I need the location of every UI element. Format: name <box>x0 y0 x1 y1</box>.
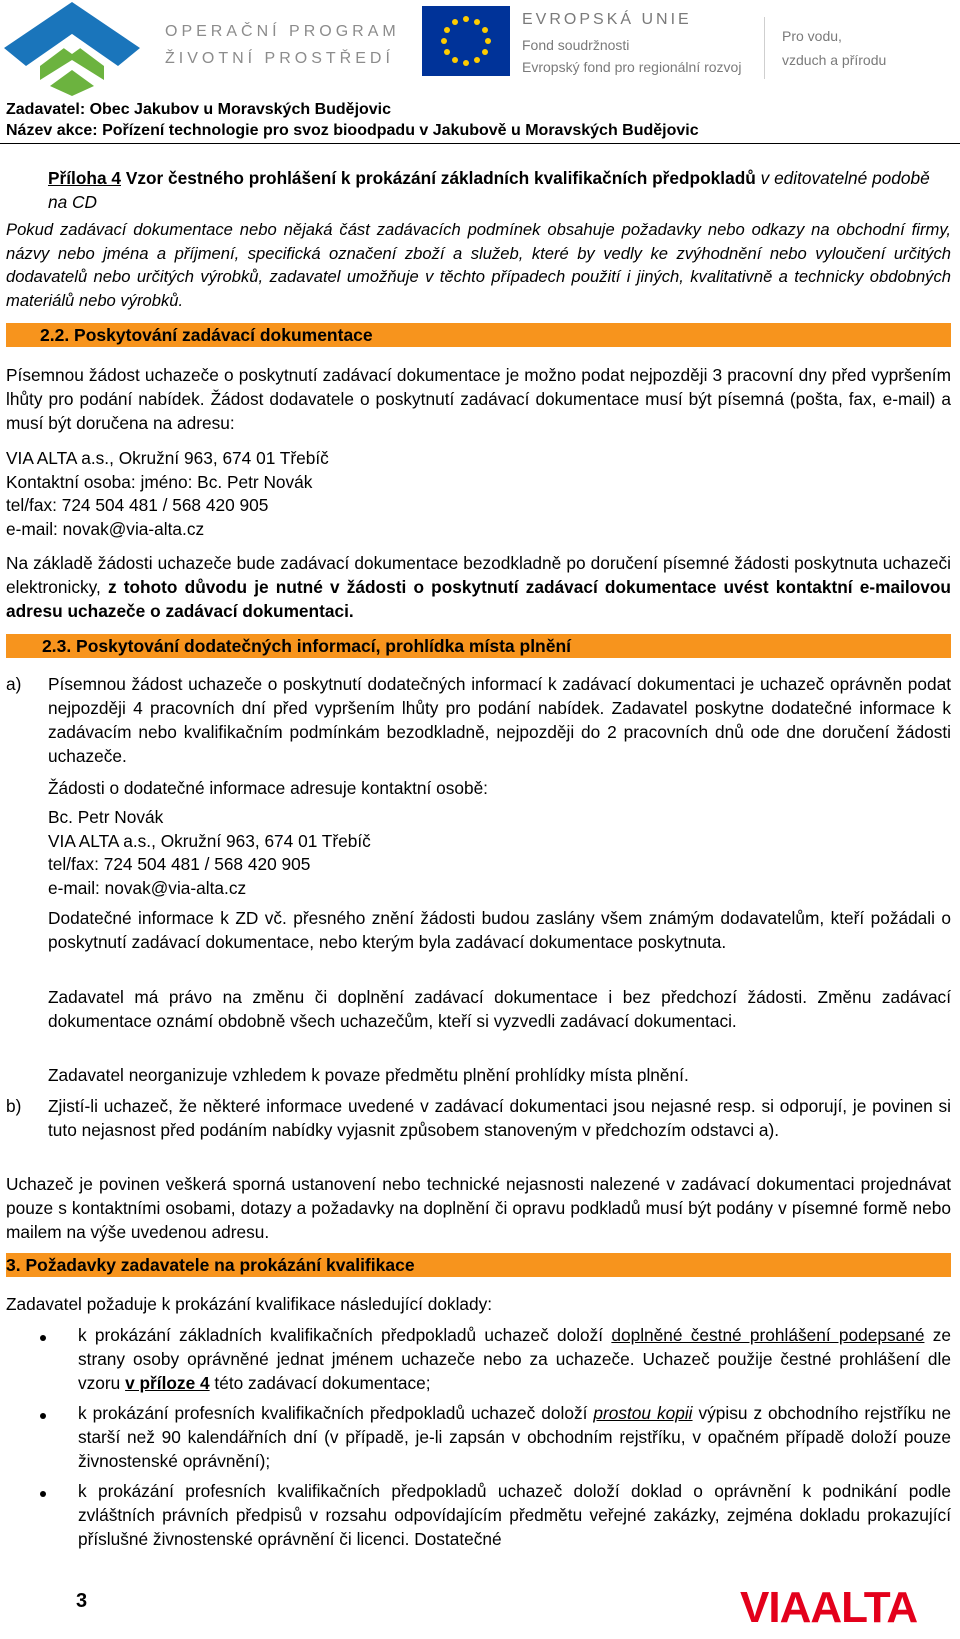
header-rule <box>0 143 960 144</box>
bullet-icon <box>40 1491 46 1497</box>
page-number: 3 <box>76 1590 88 1612</box>
s3-bullet-2: k prokázání profesních kvalifikačních předpokladů uchazeč doloží prostou kopii výpisu z obchodního rejstříku ne starší než 90 kalendářních dní (v případě, je-li zapsán v obchodním rejstříku, v opačném případě doloží pouze živnostenské oprávnění); <box>78 1403 951 1471</box>
section-2-3-heading: 2.3. Poskytování dodatečných informací, prohlídka místa plnění <box>42 636 572 656</box>
section-2-3-heading-bar <box>6 634 951 658</box>
svg-text:VIAALTA: VIAALTA <box>740 1583 918 1630</box>
priloha-title: Příloha 4 Vzor čestného prohlášení k prokázání základních kvalifikačních předpokladů v editovatelné podobě na CD <box>48 168 930 212</box>
s23-a-paragraph-2: Žádosti o dodatečné informace adresuje kontaktní osobě: <box>48 778 488 798</box>
s22-address: VIA ALTA a.s., Okružní 963, 674 01 Třebíč Kontaktní osoba: jméno: Bc. Petr Novák tel/fax: 724 504 481 / 568 420 905 e-mail: novak@via-alta.cz <box>6 448 329 539</box>
bullet-icon <box>40 1413 46 1419</box>
opzp-logo <box>0 0 145 98</box>
opzp-logo-text: OPERAČNÍ PROGRAM ŽIVOTNÍ PROSTŘEDÍ <box>165 23 400 67</box>
priloha-paragraph: Pokud zadávací dokumentace nebo nějaká část zadávacích podmínek obsahuje požadavky nebo odkazy na obchodní firmy, názvy nebo jména a příjmení, specifická označení zboží a služeb, které by vedly ke zvýhodnění nebo vyloučení určitých dodavatelů nebo určitých výrobků, zadavatel umožňuje v těchto případech použití i jiných, kvalitativně a technicky obdobných materiálů nebo výrobků. <box>6 220 951 310</box>
header-divider <box>764 17 765 79</box>
s23-b-paragraph: Zjistí-li uchazeč, že některé informace uvedené v zadávací dokumentaci jsou nejasné resp. si odporují, je povinen si tuto nejasnost před podáním nabídky vyjasnit způsobem stanoveným v předchozím odstavci a). <box>48 1096 951 1140</box>
s22-paragraph-1: Písemnou žádost uchazeče o poskytnutí zadávací dokumentace je možno podat nejpozději 3 pracovní dny před vypršením lhůty pro podání nabídek. Žádost dodavatele o poskytnutí zadávací dokumentace musí být písemná (pošta, fax, e-mail) a musí být doručena na adresu: <box>6 365 951 433</box>
motto-text: Pro vodu, vzduch a přírodu <box>782 28 887 68</box>
s23-a-paragraph-4: Zadavatel má právo na změnu či doplnění zadávací dokumentace i bez předchozí žádosti. Změnu zadávací dokumentace oznámí obdobně všech uchazečům, kteří si vyzvedli zadávací dokumentaci. <box>48 987 951 1031</box>
zadavatel-line: Zadavatel: Obec Jakubov u Moravských Budějovic <box>6 101 392 118</box>
section-3-heading: 3. Požadavky zadavatele na prokázání kvalifikace <box>6 1255 415 1275</box>
eu-logo-text: EVROPSKÁ UNIE Fond soudržnosti Evropský fond pro regionální rozvoj <box>522 11 742 75</box>
s23-closing-paragraph: Uchazeč je povinen veškerá sporná ustanovení nebo technické nejasnosti nalezené v zadávací dokumentaci projednávat pouze s kontaktními osobami, dotazy a požadavky na doplnění či opravu podkladů musí být podány v písemné formě nebo mailem na výše uvedenou adresu. <box>6 1174 951 1242</box>
s23-a-contact: Bc. Petr Novák VIA ALTA a.s., Okružní 963, 674 01 Třebíč tel/fax: 724 504 481 / 568 420 905 e-mail: novak@via-alta.cz <box>48 807 371 898</box>
section-2-2-heading: 2.2. Poskytování zadávací dokumentace <box>40 325 373 345</box>
viaalta-logo <box>740 1580 955 1630</box>
s23-a-paragraph-5: Zadavatel neorganizuje vzhledem k povaze předmětu plnění prohlídky místa plnění. <box>48 1065 689 1085</box>
section-2-2-heading-bar <box>6 323 951 347</box>
section-3-heading-bar <box>6 1253 951 1277</box>
s3-intro: Zadavatel požaduje k prokázání kvalifikace následující doklady: <box>6 1294 493 1314</box>
nazev-akce-line: Název akce: Pořízení technologie pro svoz bioodpadu v Jakubově u Moravských Budějovic <box>6 122 699 139</box>
s22-paragraph-2: Na základě žádosti uchazeče bude zadávací dokumentace bezodkladně po doručení písemné žádosti poskytnuta uchazeči elektronicky, z tohoto důvodu je nutné v žádosti o poskytnutí zadávací dokumentace uvést kontaktní e-mailovou adresu uchazeče o zadávací dokumentaci. <box>6 553 951 621</box>
bullet-icon <box>40 1335 46 1341</box>
eu-flag-icon <box>422 6 510 76</box>
document-header <box>6 99 699 141</box>
s23-a-paragraph-1: Písemnou žádost uchazeče o poskytnutí dodatečných informací k zadávací dokumentaci je uchazeč oprávněn podat nejpozději 4 pracovních dní před vypršením lhůty pro podání nabídek. Zadavatel poskytne dodatečné informace k zadávacím nebo kvalifikačním podmínkám bezodkladně, nejpozději do 2 pracovních dnů ode dne doručení žádosti uchazeče. <box>48 674 951 766</box>
s3-bullet-1: k prokázání základních kvalifikačních předpokladů uchazeč doloží doplněné čestné prohlášení podepsané ze strany osoby oprávněné jednat jménem uchazeče nebo za uchazeče. Uchazeč použije čestné prohlášení dle vzoru v příloze 4 této zadávací dokumentace; <box>78 1325 951 1393</box>
s23-a-paragraph-3: Dodatečné informace k ZD vč. přesného znění žádosti budou zaslány všem známým dodavatelům, kteří požádali o poskytnutí zadávací dokumentace, nebo kterým byla zadávací dokumentace poskytnuta. <box>48 908 951 952</box>
list-marker-b: b) <box>6 1096 22 1116</box>
list-marker-a: a) <box>6 674 22 694</box>
s3-bullet-3: k prokázání profesních kvalifikačních předpokladů uchazeč doloží doklad o oprávnění k podnikání podle zvláštních právních předpisů v rozsahu odpovídajícím předmětu veřejné zakázky, zejména dokladu prokazující příslušné živnostenské oprávnění či licenci. Dostatečné <box>78 1481 951 1549</box>
